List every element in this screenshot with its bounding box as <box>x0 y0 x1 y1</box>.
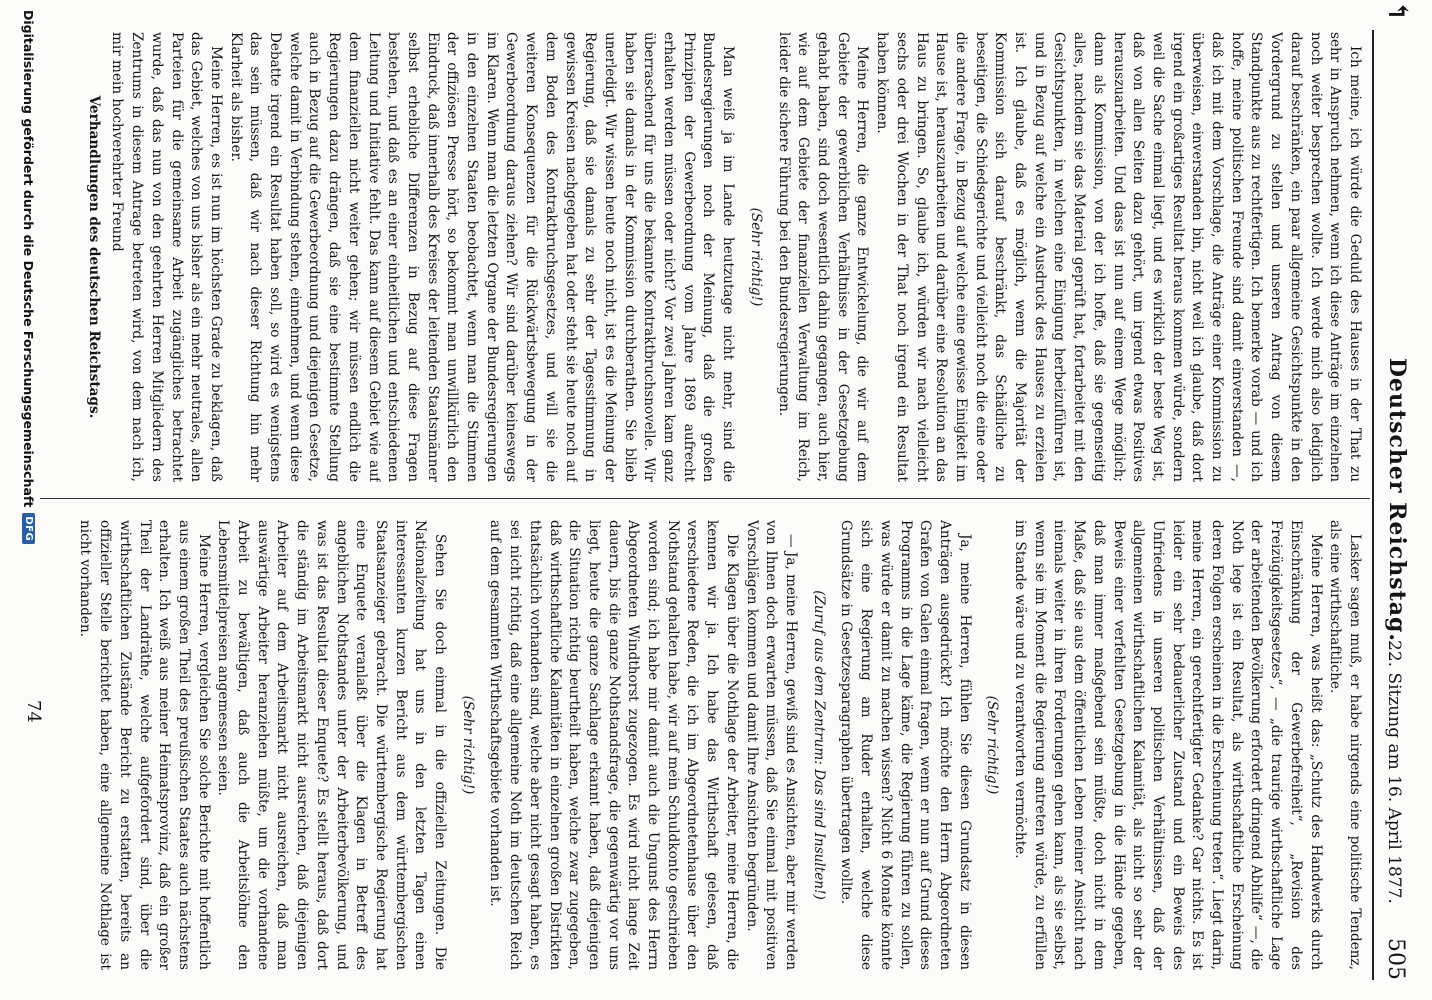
interjection: (Zuruf aus dem Zentrum: Das sind Insulten!) <box>810 590 827 900</box>
margin-mark: ↰ <box>1382 0 1412 22</box>
paragraph: Die Klagen über die Nothlage der Arbeiter, meine Herren, die kennen wir ja. Ich habe das Wirthschaft gelesen, daß verschiedene Reden, die ich im Abgeordnetenhause über den Nothstand gehalten habe, wir auf mein Schuldkonto geschrieben worden sind; ich habe mir damit auch die Ungunst des Herrn Abgeordneten Windthorst zugezogen. Es wird nicht lange Zeit dauern, bis die ganze Nothstandsfrage, die gegenwärtig vor uns liegt, heute die ganze Sachlage erkannt haben, daß diejenigen die Situation richtig beurtheilt haben, welche zwar zugegeben, daß wirthschaftliche Kalamitäten in einzelnen großen Distrikten thatsächlich vorhanden sind, welche aber nicht gesagt haben, es sei nicht richtig, daß eine allgemeine Noth im deutschen Reich auf dem gesammten Wirthschaftsgebiete vorhanden ist. <box>487 520 740 970</box>
interjection: (Sehr richtig!) <box>984 695 1001 795</box>
paragraph: Ich meine, ich würde die Geduld des Hauses in der That zu sehr in Anspruch nehmen, wenn ich diese Anträge im einzelnen noch weiter besprechen wollte. Ich werde mich also lediglich darauf beschränken, ein paar allgemeine Gesichtspunkte in den Vordergrund zu stellen und unseren Antrag von diesem Standpunkte aus zu rechtfertigen. Ich bemerke vorab — und ich hoffe, meine politischen Freunde sind damit einverstanden —, daß ich mit dem Vorschlage, die Anträge einer Kommission zu überweisen, einverstanden bin, nicht weil ich glaube, daß dort irgend ein großartiges Resultat heraus kommen würde, sondern weil die Sache einmal liegt, und es wirklich der beste Weg ist, daß von allen Seiten dazu gehört, um irgend etwas Positives herauszuarbeiten. Und dass ist nun auf einem Wege möglich; dann als Kommission, von der ich hoffe, daß sie gegenseitig alles, nachdem sie das Material geprüft hat, fortarbeitet mit den Gesichtspunkten, in welchen eine Einigung herbeizuführen ist, und in Bezug auf welche ein Ausdruck des Hauses zu erzielen ist. Ich glaube, daß es möglich, wenn die Majorität der Kommission sich darauf beschränkt, das Schädliche zu beseitigen, die Schiedsgerichte und vielleicht noch die eine oder die andere Frage, in Bezug auf welche eine gewisse Einigkeit im Hause ist, herauszuarbeiten und darüber eine Resolution an das Haus zu bringen. So, glaube ich, würden wir nach vielleicht sechs oder drei Wochen in der That noch irgend ein Resultat haben können. <box>874 32 1363 482</box>
signature-number: 74 <box>23 700 44 723</box>
paragraph: Sehen Sie doch einmal in die offiziellen Zeitungen. Die Nationalzeitung hat uns in den letzten Tagen einen interessanten kurzen Bericht aus dem württembergischen Staatsanzeiger gebracht. Die württembergische Regierung hat eine Enquete veranlaßt über die Klagen in Betreff des angeblichen Nothstandes unter der Arbeiterbevölkerung, und was ist das Resultat dieser Enquete? Es stellt heraus, daß dort die ständig im Arbeitsmarkt nicht ausreichen, daß diejenigen Arbeiter auf dem Arbeitsmarkt nicht ausreichen, daß man auswärtige Arbeiter heranziehen müßte, um die vorhandene Arbeit zu bewältigen, daß auch die Arbeitslöhne den Lebensmittelpreisen angemessen seien. <box>215 520 449 970</box>
paragraph: Man weiß ja im Lande heutzutage nicht mehr, sind die Bundesregierungen noch der Meinung, daß die großen Prinzipien der Gewerbeordnung vom Jahre 1869 aufrecht erhalten werden müssen oder nicht? Vor zwei Jahren kam ganz überraschend für uns die bekannte Kontraktbruchsnovelle. Wir haben sie damals in der Kommission durchberathen. Sie blieb unerledigt. Wir wissen heute noch nicht, ist es die Meinung der Regierung, daß sie damals zu sehr der Tagesstimmung in gewissen Kreisen nachgegeben hat oder steht sie heute noch auf dem Boden des Kontraktbruchsgesetzes, und will sie die weiteren Konsequenzen für die Rückwärtsbewegung in der Gewerbeordnung daraus ziehen? Wir sind darüber keineswegs im Klaren. Wenn man die letzten Organe der Bundesregierungen in den einzelnen Staaten beobachtet, wenn man die Stimmen der offiziösen Presse hört, so bekommt man unwillkürlich den Eindruck, daß innerhalb des Kreises der leitenden Staatsmänner selbst erhebliche Differenzen in Bezug auf diese Fragen bestehen, und daß es an einer einheitlichen und entschiedenen Leitung und Initiative fehlt. Das kann auf diesem Gebiet wie auf dem finanziellen nicht weiter gehen; wir müssen endlich die Regierungen dazu drängen, daß sie eine bestimmte Stellung auch in Bezug auf die Gewerbeordnung und diejenigen Gesetze, welche damit in Verbindung stehen, einnehmen, und wenn diese Debatte irgend ein Resultat haben soll, so wird es wenigstens das sein müssen, daß wir nach dieser Richtung hin mehr Klarheit als bisher. <box>227 32 737 482</box>
paragraph: Lasker sagen muß, er habe nirgends eine politische Tendenz, als eine wirthschaftliche. <box>1327 520 1363 970</box>
right-column <box>44 520 1364 970</box>
paragraph: Meine Herren, vergleichen Sie solche Berichte mit hoffentlich aus einem großen Theil des preußischen Staates auch nächstens erhalten. Ich weiß aus meiner Heimatsprovinz, daß ein großer Theil der Landräthe, welche aufgefordert sind, über die wirthschaftlichen Zustände Bericht zu erstatten, bereits an offizieller Stelle berichtet haben, eine allgemeine Nothlage ist nicht vorhanden. <box>77 520 212 970</box>
dfg-logo: DFG <box>22 513 35 544</box>
page-title: Deutscher Reichstag. <box>1384 357 1410 643</box>
header-rule <box>1372 30 1374 980</box>
paragraph: Meine Herren, die ganze Entwickelung, die wir auf dem Gebiete der gewerblichen Verhältnisse in der Gesetzgebung gehabt haben, sind doch wesentlich dahin gegangen, auch hier, wie auf dem Gebiete der finanziellen Verwaltung im Reich, leider die sichere Führung bei den Bundesregierungen. <box>775 32 871 482</box>
paragraph: Meine Herren, es ist nun im höchsten Grade zu beklagen, daß das Gebiet, welches von uns bisher als ein mehr neutrales, allen Parteien für die gemeinsame Arbeit zugängliches betrachtet wurde, daß das nun von den geehrten Herren Mitgliedern des Zentrums in diesem Antrage betreten wird, von dem nach ich, mir mein hochverehrter Freund <box>109 32 224 482</box>
paragraph: Meine Herren, was heißt das: „Schutz des Handwerks durch Einschränkung der Gewerbefreiheit“, „Revision des Freizügigkeitsgesetzes“, — „die traurige wirthschaftliche Lage der arbeitenden Bevölkerung erfordert dringend Abhilfe“ —, die Noth lege ist ein Resultat, als wirthschaftliche Erscheinung deren Folgen erscheinen in die Erscheinung treten“. Liegt darin, meine Herren, ein gerechtfertigter Gedanke? Gar nichts. Es ist leider ein sehr bedauerlicher Zustand und ein Beweis des Unfriedens in unseren politischen Verhältnissen, daß der allgemeinen wirthschaftlichen Kalamität, als nicht so sehr der Beweis einer verfehlten Gesetzgebung in die Hände gegeben, daß man immer maßgebend sein müßte, doch nicht in dem Maße, daß sie aus dem öffentlichen Leben meiner Ansicht nach niemals weiter in ihren Forderungen gehen kann, als sie selbst, wenn sie im Moment die Regierung antreten würde, zu erfüllen im Stande wäre und zu verantworten vermöchte. <box>1012 520 1324 970</box>
column-divider <box>40 498 1370 499</box>
sitting-date: 22. Sitzung am 16. April 1877. <box>1384 640 1404 904</box>
left-column <box>44 32 1364 482</box>
paragraph: — Ja, meine Herren, gewiß sind es Ansichten, aber mir werden von Ihnen doch erwarten müssen, daß Sie einmal mit positiven Vorschlägen kommen und damit Ihre Ansichten begründen. <box>743 520 800 970</box>
digitization-note <box>21 10 36 990</box>
signature-line: Verhandlungen des deutschen Reichstags. <box>85 95 102 419</box>
page-number: 505 <box>1383 938 1408 980</box>
digitization-text: Digitalisierung gefördert durch die Deutsche Forschungsgemeinschaft <box>21 10 36 508</box>
paragraph: Ja, meine Herren, fühlen Sie diesen Grundsatz in diesen Anträgen ausgedrückt? Ich möchte den Herrn Abgeordneten Grafen von Galen einmal fragen, wenn er nun auf Grund dieses Programms in die Lage käme, die Regierung führen zu sollen, was würde er damit zu machen wissen? Nicht 6 Monate könnte sich eine Regierung am Ruder erhalten, welche diese Grundsätze in Gesetzesparagraphen übertragen wollte. <box>838 520 973 970</box>
interjection: (Sehr richtig!) <box>459 695 476 795</box>
interjection: (Sehr richtig!) <box>747 207 764 307</box>
